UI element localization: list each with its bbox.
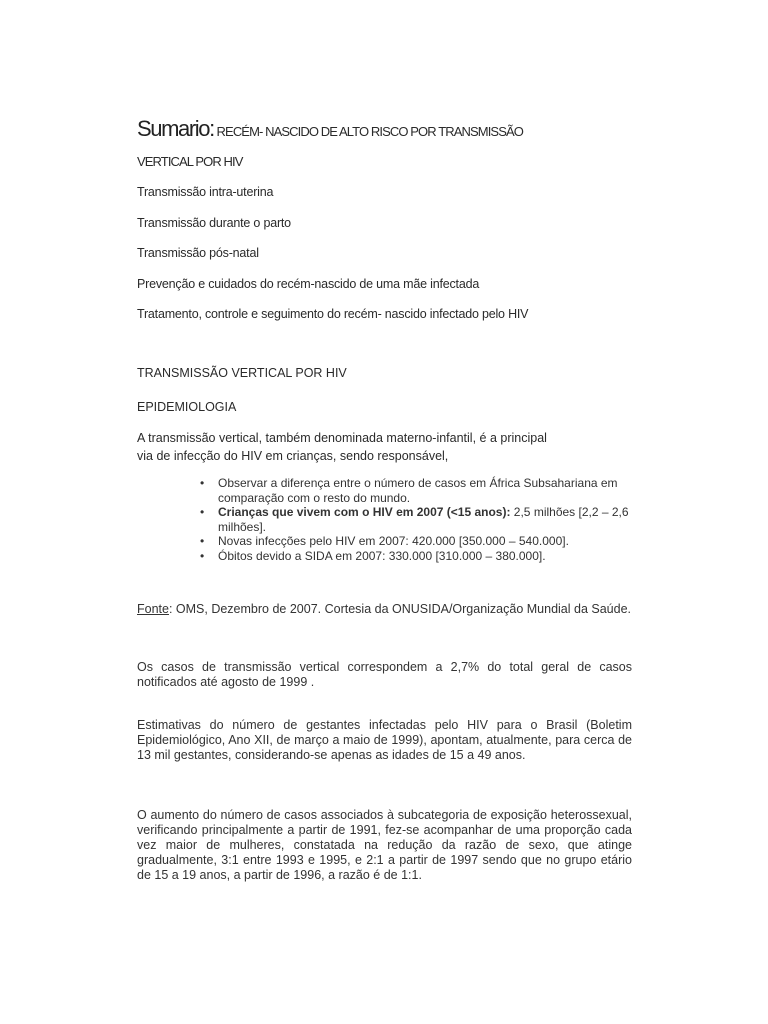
epidemiology-bullets bbox=[200, 476, 630, 563]
bullet-icon: • bbox=[200, 505, 205, 519]
title-summary-label: Sumario: bbox=[137, 116, 214, 141]
bullet-icon: • bbox=[200, 548, 205, 563]
paragraph: Estimativas do número de gestantes infectadas pelo HIV para o Brasil (Boletim Epidemiológico, Ano XII, de março a maio de 1999), apontam, atualmente, para cerca de 13 mil gestantes, considerando-se apenas as idades de 15 a 49 anos. bbox=[137, 718, 632, 762]
paragraph: O aumento do número de casos associados à subcategoria de exposição heterossexual, verificando principalmente a partir de 1991, fez-se acompanhar de uma proporção cada vez maior de mulheres, constatada na redução da razão de sexo, que atinge gradualmente, 3:1 entre 1993 e 1995, e 2:1 a partir de 1997 sendo que no grupo etário de 15 a 19 anos, a partir de 1996, a razão é de 1:1. bbox=[137, 808, 632, 882]
title-continuation: VERTICAL POR HIV bbox=[137, 154, 243, 169]
bullet-icon: • bbox=[200, 476, 205, 490]
bullet-text: 2,5 milhões [2,2 – 2,6 milhões]. bbox=[218, 505, 629, 534]
summary-item: Transmissão intra-uterina bbox=[137, 185, 274, 199]
summary-item: Transmissão pós-natal bbox=[137, 246, 259, 260]
bullet-item bbox=[200, 476, 630, 505]
summary-item: Tratamento, controle e seguimento do recém- nascido infectado pelo HIV bbox=[137, 307, 529, 321]
bullet-text: Novas infecções pelo HIV em 2007: 420.000 [350.000 – 540.000]. bbox=[218, 534, 569, 548]
bullet-text: Óbitos devido a SIDA em 2007: 330.000 [310.000 – 380.000]. bbox=[218, 548, 546, 563]
document-title bbox=[137, 116, 523, 142]
summary-item: Prevenção e cuidados do recém-nascido de uma mãe infectada bbox=[137, 276, 480, 291]
section-heading: TRANSMISSÃO VERTICAL POR HIV bbox=[137, 366, 347, 380]
title-text: RECÉM- NASCIDO DE ALTO RISCO POR TRANSMISSÃO bbox=[213, 124, 523, 139]
source-label: Fonte bbox=[137, 602, 169, 616]
source-note bbox=[137, 602, 632, 617]
bullet-bold-text: Crianças que vivem com o HIV em 2007 (<15 anos): bbox=[218, 505, 511, 519]
source-text: : OMS, Dezembro de 2007. Cortesia da ONUSIDA/Organização Mundial da Saúde. bbox=[168, 602, 632, 616]
summary-item: Transmissão durante o parto bbox=[137, 215, 291, 230]
summary-list bbox=[137, 184, 528, 337]
paragraph: Os casos de transmissão vertical correspondem a 2,7% do total geral de casos notificados até agosto de 1999 . bbox=[137, 660, 632, 689]
intro-line-2: via de infecção do HIV em crianças, sendo responsável, bbox=[137, 449, 449, 463]
bullet-item bbox=[200, 505, 630, 534]
intro-line-1: A transmissão vertical, também denominada materno-infantil, é a principal bbox=[137, 431, 547, 445]
subheading: EPIDEMIOLOGIA bbox=[137, 400, 237, 414]
bullet-icon: • bbox=[200, 534, 205, 548]
bullet-item bbox=[200, 549, 630, 564]
bullet-item bbox=[200, 534, 630, 549]
bullet-text: Observar a diferença entre o número de casos em África Subsahariana em comparação com o resto do mundo. bbox=[218, 476, 618, 505]
